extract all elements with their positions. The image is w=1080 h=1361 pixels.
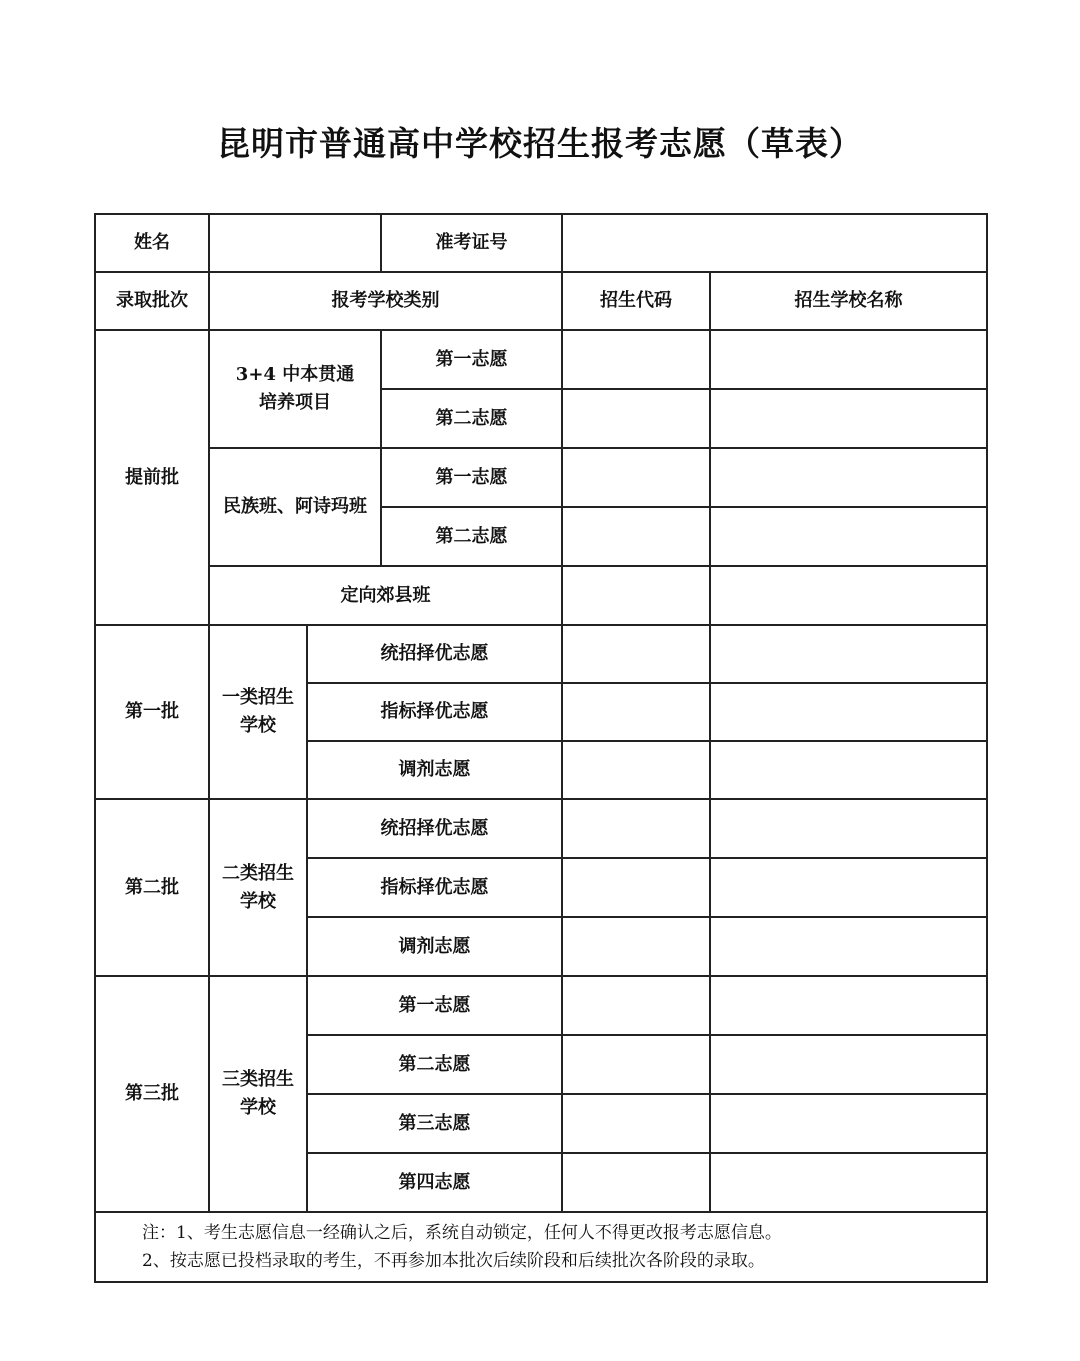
school-name-cell[interactable] — [710, 389, 987, 448]
school-name-cell[interactable] — [710, 1094, 987, 1153]
code-cell[interactable] — [562, 976, 710, 1035]
school-name-cell[interactable] — [710, 448, 987, 507]
choice-label: 统招择优志愿 — [307, 625, 562, 683]
batch2-category: 二类招生学校 — [209, 799, 307, 976]
batch1-label: 第一批 — [95, 625, 209, 799]
school-name-cell[interactable] — [710, 741, 987, 799]
ethnic-class-label: 民族班、阿诗玛班 — [209, 448, 381, 566]
school-name-cell[interactable] — [710, 330, 987, 389]
choice-label: 第一志愿 — [381, 448, 562, 507]
choice-label: 第二志愿 — [381, 507, 562, 566]
choice-label: 第一志愿 — [381, 330, 562, 389]
choice-label: 调剂志愿 — [307, 741, 562, 799]
code-cell[interactable] — [562, 448, 710, 507]
exam-no-field[interactable] — [562, 214, 987, 272]
school-name-cell[interactable] — [710, 858, 987, 917]
code-cell[interactable] — [562, 917, 710, 976]
school-name-cell[interactable] — [710, 566, 987, 625]
school-name-cell[interactable] — [710, 917, 987, 976]
note-line: 注：1、考生志愿信息一经确认之后，系统自动锁定，任何人不得更改报考志愿信息。 — [142, 1223, 782, 1243]
code-cell[interactable] — [562, 566, 710, 625]
batch-header: 录取批次 — [95, 272, 209, 330]
directed-class-label: 定向郊县班 — [209, 566, 562, 625]
choice-label: 指标择优志愿 — [307, 683, 562, 741]
code-cell[interactable] — [562, 1035, 710, 1094]
batch2-label: 第二批 — [95, 799, 209, 976]
batch1-category: 一类招生学校 — [209, 625, 307, 799]
batch3-label: 第三批 — [95, 976, 209, 1212]
choice-label: 第三志愿 — [307, 1094, 562, 1153]
early-batch-label: 提前批 — [95, 330, 209, 625]
school-name-cell[interactable] — [710, 1153, 987, 1212]
choice-label: 调剂志愿 — [307, 917, 562, 976]
choice-label: 第二志愿 — [307, 1035, 562, 1094]
exam-no-label: 准考证号 — [381, 214, 562, 272]
choice-label: 第二志愿 — [381, 389, 562, 448]
code-cell[interactable] — [562, 858, 710, 917]
school-name-cell[interactable] — [710, 799, 987, 858]
category-header: 报考学校类别 — [209, 272, 562, 330]
name-field[interactable] — [209, 214, 381, 272]
choice-label: 指标择优志愿 — [307, 858, 562, 917]
school-name-cell[interactable] — [710, 625, 987, 683]
choice-label: 第一志愿 — [307, 976, 562, 1035]
code-header: 招生代码 — [562, 272, 710, 330]
notes — [95, 1212, 987, 1282]
code-cell[interactable] — [562, 330, 710, 389]
school-name-cell[interactable] — [710, 507, 987, 566]
school-name-cell[interactable] — [710, 976, 987, 1035]
name-label: 姓名 — [95, 214, 209, 272]
choice-label: 统招择优志愿 — [307, 799, 562, 858]
program-3-4-label: 3+4 中本贯通培养项目 — [209, 330, 381, 448]
school-name-cell[interactable] — [710, 683, 987, 741]
choice-label: 第四志愿 — [307, 1153, 562, 1212]
note-line: 2、按志愿已投档录取的考生，不再参加本批次后续阶段和后续批次各阶段的录取。 — [142, 1251, 765, 1271]
code-cell[interactable] — [562, 389, 710, 448]
code-cell[interactable] — [562, 741, 710, 799]
code-cell[interactable] — [562, 683, 710, 741]
code-cell[interactable] — [562, 507, 710, 566]
school-name-header: 招生学校名称 — [710, 272, 987, 330]
code-cell[interactable] — [562, 1153, 710, 1212]
code-cell[interactable] — [562, 1094, 710, 1153]
code-cell[interactable] — [562, 625, 710, 683]
code-cell[interactable] — [562, 799, 710, 858]
form-title: 昆明市普通高中学校招生报考志愿（草表） — [217, 124, 863, 163]
application-form-table — [94, 213, 988, 1283]
batch3-category: 三类招生学校 — [209, 976, 307, 1212]
school-name-cell[interactable] — [710, 1035, 987, 1094]
